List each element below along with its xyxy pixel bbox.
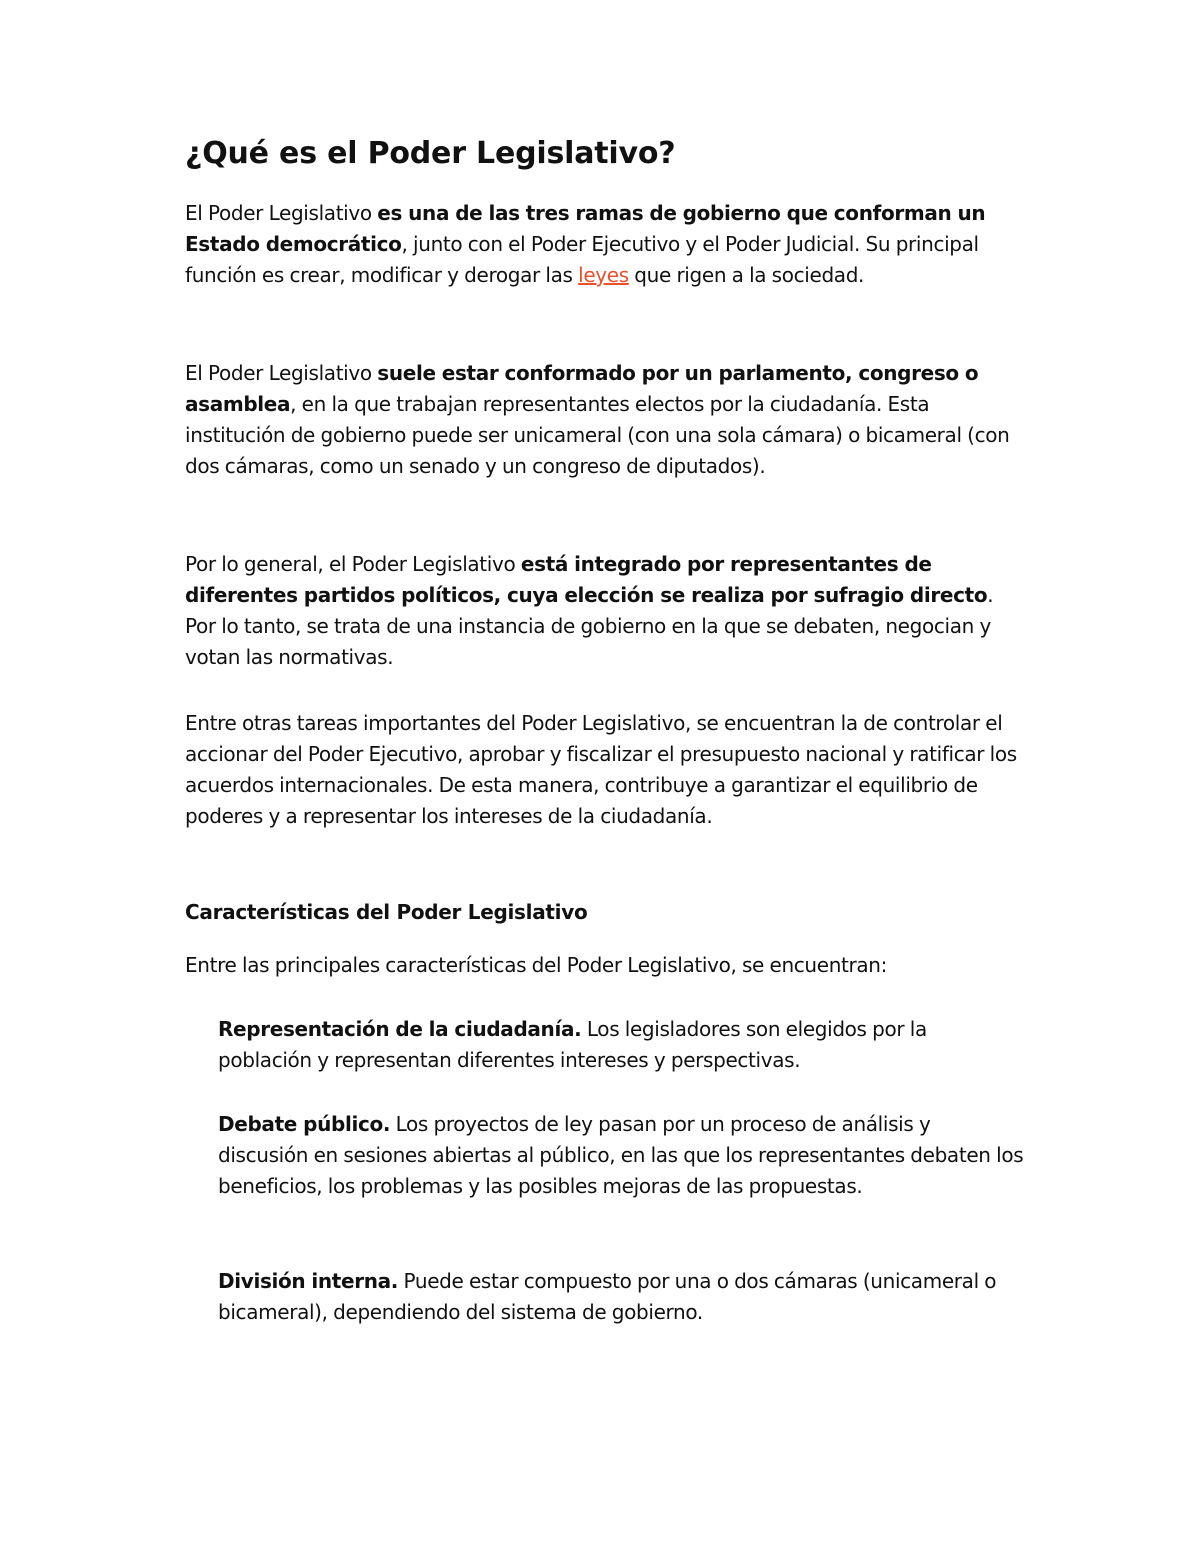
section-heading: Características del Poder Legislativo: [185, 900, 588, 924]
list-item-term: Debate público.: [218, 1112, 391, 1136]
p2-text-start: El Poder Legislativo: [185, 361, 378, 385]
page-title: ¿Qué es el Poder Legislativo?: [185, 136, 676, 171]
p1-text-mid: , junto con el Poder Ejecutivo y el Poder Judicial. Su principal función es crear, modificar y derogar las: [185, 232, 979, 287]
p1-text-start: El Poder Legislativo: [185, 201, 378, 225]
list-item-text: Puede estar compuesto por una o dos cámaras (unicameral o bicameral), dependiendo del sistema de gobierno.: [218, 1269, 997, 1324]
intro-paragraph-3: [185, 549, 1025, 673]
p3-text-start: Por lo general, el Poder Legislativo: [185, 552, 521, 576]
list-item: [218, 1266, 1025, 1328]
list-item-term: Representación de la ciudadanía.: [218, 1017, 582, 1041]
p1-text-end: que rigen a la sociedad.: [628, 263, 865, 287]
intro-paragraph-1: [185, 198, 1025, 291]
intro-paragraph-4: Entre otras tareas importantes del Poder Legislativo, se encuentran la de controlar el accionar del Poder Ejecutivo, aprobar y fiscalizar el presupuesto nacional y ratificar los acuerdos internacionales. De esta manera, contribuye a garantizar el equilibrio de poderes y a representar los intereses de la ciudadanía.: [185, 711, 1017, 828]
list-item-text: Los legisladores son elegidos por la población y representan diferentes intereses y perspectivas.: [218, 1017, 927, 1072]
p1-bold-text: es una de las tres ramas de gobierno que conforman un Estado democrático: [185, 201, 986, 256]
section-lead: Entre las principales características del Poder Legislativo, se encuentran:: [185, 953, 888, 977]
leyes-link[interactable]: leyes: [578, 263, 629, 287]
list-item: [218, 1109, 1025, 1202]
p3-text-end: . Por lo tanto, se trata de una instancia de gobierno en la que se debaten, negocian y votan las normativas.: [185, 583, 994, 669]
p2-bold-text: suele estar conformado por un parlamento, congreso o asamblea: [185, 361, 979, 416]
p2-text-end: , en la que trabajan representantes electos por la ciudadanía. Esta institución de gobierno puede ser unicameral (con una sola cámara) o bicameral (con dos cámaras, como un senado y un congreso de diputados).: [185, 392, 1010, 478]
p3-bold-text: está integrado por representantes de diferentes partidos políticos, cuya elección se realiza por sufragio directo: [185, 552, 988, 607]
intro-paragraph-2: [185, 358, 1025, 482]
list-item: [218, 1014, 1025, 1076]
list-item-text: Los proyectos de ley pasan por un proceso de análisis y discusión en sesiones abiertas al público, en las que los representantes debaten los beneficios, los problemas y las posibles mejoras de las propuestas.: [218, 1112, 1024, 1198]
list-item-term: División interna.: [218, 1269, 399, 1293]
